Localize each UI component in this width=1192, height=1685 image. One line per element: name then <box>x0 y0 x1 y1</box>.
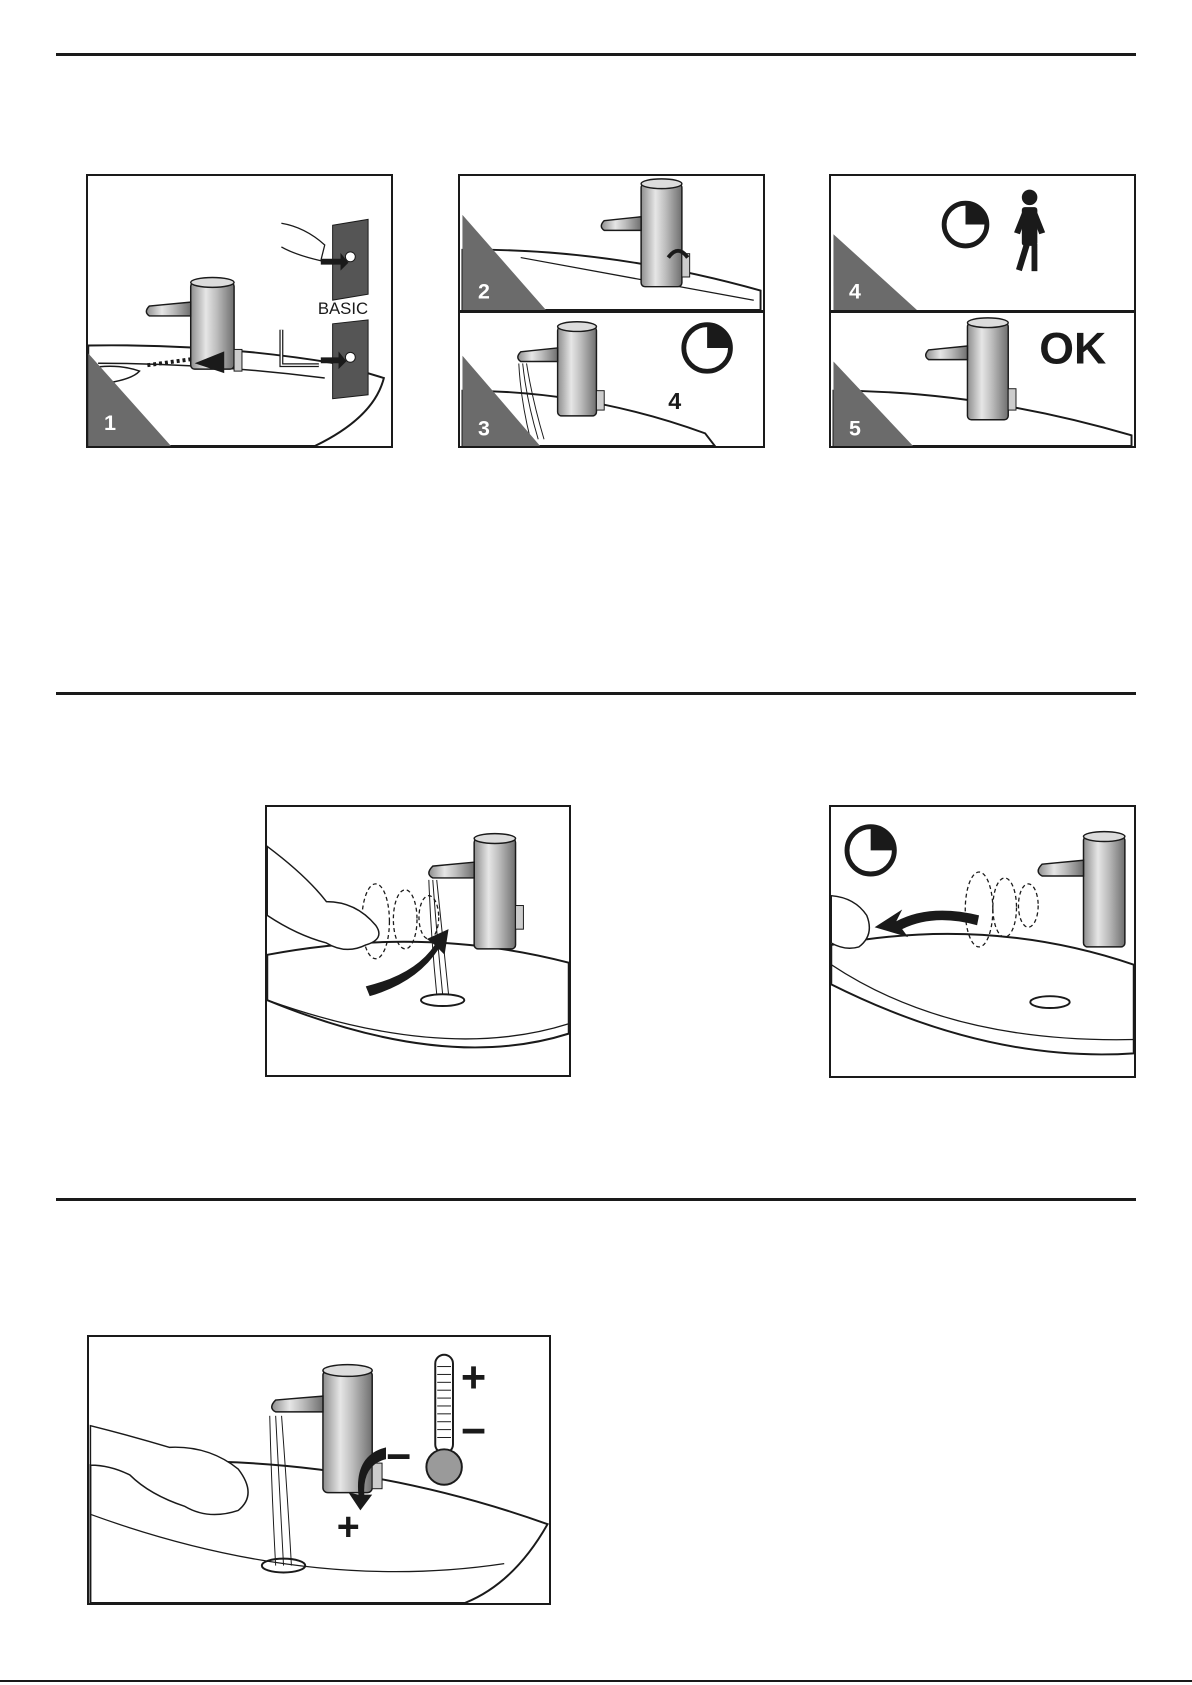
manual-inset-top <box>281 219 368 300</box>
step-number-4: 4 <box>848 279 861 304</box>
panel-7-illustration <box>831 807 1134 1076</box>
panel-step-1 <box>86 174 393 448</box>
thermometer-icon <box>426 1355 461 1485</box>
ok-label: OK <box>1039 324 1107 374</box>
count-label: 4 <box>668 388 682 415</box>
section-rule-lower <box>56 1198 1136 1201</box>
section-rule-middle <box>56 692 1136 695</box>
step-number-2: 2 <box>477 279 490 304</box>
step-number-1: 1 <box>104 410 117 436</box>
panel-step-5 <box>829 311 1136 448</box>
arrow-icon <box>875 909 979 937</box>
panel-8-illustration <box>89 1337 549 1603</box>
panel-6-illustration <box>267 807 569 1075</box>
hand-icon <box>267 846 379 949</box>
timer-icon <box>684 325 731 372</box>
person-waiting-icon <box>1014 190 1045 272</box>
timer-icon <box>944 203 987 246</box>
faucet-icon <box>429 834 524 949</box>
panel-3-illustration <box>460 313 763 446</box>
plus-label-thermo: + <box>460 1354 487 1403</box>
faucet-icon <box>1038 832 1125 947</box>
panel-temperature-adjustment <box>87 1335 551 1605</box>
page-bottom-rule <box>0 1680 1192 1682</box>
panel-hand-removal <box>829 805 1136 1078</box>
minus-label-faucet: − <box>385 1432 412 1481</box>
panel-hand-activation <box>265 805 571 1077</box>
minus-label-thermo: − <box>460 1407 487 1456</box>
panel-step-4 <box>829 174 1136 312</box>
panel-5-illustration <box>831 313 1134 446</box>
hand-icon <box>831 896 869 949</box>
panel-1-illustration <box>88 176 391 446</box>
step-number-5: 5 <box>849 416 861 441</box>
step-number-3: 3 <box>478 416 490 441</box>
timer-icon <box>847 827 894 874</box>
plus-label-faucet: + <box>336 1504 360 1549</box>
panel-2-illustration <box>460 176 763 310</box>
panel-step-3 <box>458 311 765 448</box>
section-rule-top <box>56 53 1136 56</box>
panel-step-2 <box>458 174 765 312</box>
panel-4-illustration <box>831 176 1134 310</box>
basic-label: BASIC <box>317 298 369 318</box>
